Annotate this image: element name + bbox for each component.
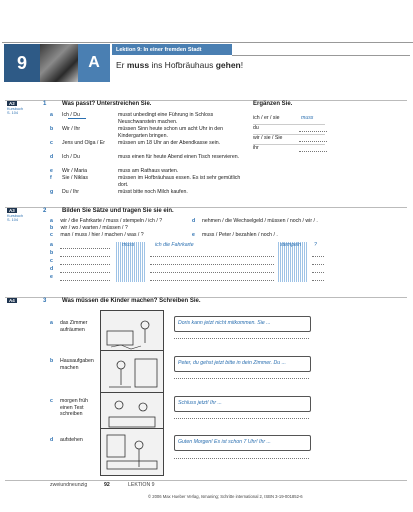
ex3-instruction: Was müssen die Kinder machen? Schreiben Sie.	[62, 298, 201, 304]
ex1-letter-g: g	[50, 189, 54, 195]
ex2-grid-blank-e1[interactable]	[60, 280, 110, 281]
ex3-answer-a[interactable]	[174, 316, 311, 332]
ex3-answer-a-text: Doris kann jetzt nicht mitkommen. Sie ...	[178, 320, 271, 326]
ex3-answer-b[interactable]	[174, 356, 311, 372]
ex1-number: 1	[43, 101, 47, 107]
ex3-label-b: Hausaufgaben machen	[60, 358, 94, 371]
ex2-grid-row-a	[50, 242, 325, 250]
ex2-item-c	[50, 232, 200, 239]
ex1-conjugation-table	[253, 115, 325, 154]
ex1-table-row-0	[253, 115, 325, 125]
footer-lesson: LEKTION 9	[128, 482, 155, 488]
ex1-text-e: muss am Rathaus warten.	[118, 168, 179, 174]
ex1-text-g: müsst bitte noch Milch kaufen.	[118, 189, 188, 195]
section-box: A	[78, 44, 110, 82]
ex2-grid-letter-a: a	[50, 242, 53, 248]
ex2-sample-end: stempeln	[280, 242, 302, 248]
ex3-letter-d: d	[50, 437, 54, 443]
ex3-answer-d[interactable]	[174, 435, 311, 451]
lesson-label: Lektion 9: In einer fremden Stadt	[112, 44, 232, 55]
ex2-grid-row-b	[50, 250, 325, 258]
ex2-tag: A3	[9, 208, 15, 213]
ex1-tag: A2	[9, 101, 15, 106]
ex3-letter-a: a	[50, 320, 53, 326]
ex2-letter-c: c	[50, 232, 53, 238]
ex1-subj-c[interactable]: Jens und Olga / Er	[62, 140, 105, 146]
ex3-label-c: morgen früh einen Test schreiben	[60, 398, 88, 417]
ex1-blank-2[interactable]	[299, 141, 327, 142]
ex1-text-b: müssen Sinn heute schon um acht Uhr in den Kindergarten bringen.	[118, 126, 223, 139]
ex2-grid-blank-b1[interactable]	[60, 256, 110, 257]
footer-page-number: 92	[104, 482, 110, 488]
ex1-right-instruction: Ergänzen Sie.	[253, 101, 293, 107]
ex1-pron-2: wir / sie / Sie	[253, 135, 283, 141]
ex3-picture-b	[100, 350, 164, 394]
ex1-subj-g[interactable]: Du / Ihr	[62, 189, 80, 195]
ex1-pron-0: ich / er / sie	[253, 115, 280, 121]
footer-rule	[5, 480, 407, 481]
ex3-letter-c: c	[50, 398, 53, 404]
ex1-text-c: müssen um 18 Uhr an der Abendkasse sein.	[118, 140, 221, 146]
ex2-letter-e: e	[192, 232, 195, 238]
ex3-tag: A4	[9, 298, 15, 303]
ex2-sample-object: ich die Fahrkarte	[155, 242, 194, 248]
ex2-text-e: muss / Peter / bezahlen / noch / .	[202, 232, 278, 238]
ex2-tag-sub: Kursbuch S. 104	[7, 214, 24, 223]
ex3-answer-c[interactable]	[174, 396, 311, 412]
ex2-text-c: man / muss / hier / machen / was / ?	[60, 232, 144, 238]
ex1-table-row-1	[253, 125, 325, 135]
ex2-grid-blank-c1[interactable]	[60, 264, 110, 265]
ex3-answer-b-text: Peter, du gehst jetzt bitte in dein Zimmer. Du ...	[178, 360, 286, 366]
ex3-line-d[interactable]	[174, 458, 309, 459]
ex3-answer-d-text: Guten Morgen! Es ist schon 7 Uhr! Ihr ...	[178, 439, 271, 445]
ex2-grid	[50, 242, 325, 282]
ex1-subj-d[interactable]: Ich / Du	[62, 154, 80, 160]
ex2-grid-blank-d1[interactable]	[60, 272, 110, 273]
page-title: Er muss ins Hofbräuhaus gehen!	[116, 60, 244, 70]
lesson-label-line	[232, 55, 410, 56]
ex1-letter-b: b	[50, 126, 54, 132]
ex2-grid-row-e	[50, 274, 325, 282]
ex2-grid-blank-a1[interactable]	[60, 248, 110, 249]
ex2-text-d: nehmen / die Wechselgeld / müssen / noch / wir / .	[202, 218, 318, 224]
ex3-answer-c-text: Schluss jetzt! Ihr ...	[178, 400, 222, 406]
ex2-grid-row-c	[50, 258, 325, 266]
ex2-grid-letter-e: e	[50, 274, 53, 280]
ex1-letter-c: c	[50, 140, 53, 146]
ex2-letter-a: a	[50, 218, 53, 224]
ex2-instruction: Bilden Sie Sätze und tragen Sie sie ein.	[62, 208, 174, 214]
ex2-text-a: wir / die Fahrkarte / muss / stempeln / ich / ?	[60, 218, 163, 224]
ex1-letter-e: e	[50, 168, 53, 174]
ex3-picture-a	[100, 310, 164, 354]
ex2-item-b	[50, 225, 200, 232]
ex1-pron-1: du	[253, 125, 259, 131]
ex1-text-a: musst unbedingt eine Führung in Schloss Neuschwanstein machen.	[118, 112, 214, 125]
ex2-grid-letter-c: c	[50, 258, 53, 264]
ex2-letter-d: d	[192, 218, 196, 224]
ex2-grid-blank-d3[interactable]	[312, 272, 324, 273]
ex2-grid-blank-b3[interactable]	[312, 256, 324, 257]
ex2-grid-blank-c3[interactable]	[312, 264, 324, 265]
ex2-sample-punct: ?	[314, 242, 317, 248]
ex1-letter-a: a	[50, 112, 53, 118]
ex2-item-a	[50, 218, 200, 225]
ex1-val-0: muss	[301, 115, 314, 121]
ex1-table-row-3	[253, 145, 325, 154]
ex1-subj-e[interactable]: Wir / Maria	[62, 168, 88, 174]
ex3-label-a: das Zimmer aufräumen	[60, 320, 88, 333]
ex1-blank-1[interactable]	[299, 131, 327, 132]
ex3-label-d: aufstehen	[60, 437, 83, 443]
footer-copyright: © 2006 Max Hueber Verlag, Ismaning; Schritte international 2, ISBN 3-19-001852-6	[148, 494, 303, 499]
ex2-number: 2	[43, 208, 47, 214]
ex3-number: 3	[43, 298, 47, 304]
ex1-pron-3: ihr	[253, 145, 259, 151]
ex1-subj-f[interactable]: Sie / Niklas	[62, 175, 88, 181]
ex2-grid-blank-c2[interactable]	[150, 264, 274, 265]
ex2-grid-blank-e2[interactable]	[150, 280, 274, 281]
ex1-subj-a[interactable]: Ich / Du	[62, 112, 80, 118]
ex3-line-c[interactable]	[174, 418, 309, 419]
ex2-letter-b: b	[50, 225, 54, 231]
ex2-grid-blank-e3[interactable]	[312, 280, 324, 281]
ex1-letter-f: f	[50, 175, 52, 181]
footer-page-word: zweiundneunzig	[50, 482, 88, 488]
ex3-letter-b: b	[50, 358, 54, 364]
ex1-instruction: Was passt? Unterstreichen Sie.	[62, 101, 152, 107]
ex2-grid-letter-b: b	[50, 250, 54, 256]
ex3-picture-d	[100, 428, 164, 476]
ex1-subj-b[interactable]: Wir / Ihr	[62, 126, 81, 132]
ex2-grid-row-d	[50, 266, 325, 274]
ex1-blank-3[interactable]	[299, 151, 327, 152]
chapter-box: 9	[4, 44, 40, 82]
ex1-letter-d: d	[50, 154, 54, 160]
ex1-table-row-2	[253, 135, 325, 145]
ex1-text-f: müssen im Hofbräuhaus essen. Es ist sehr gemütlich dort.	[118, 175, 241, 188]
ex2-sample-verb: muss	[122, 242, 135, 248]
ex2-grid-blank-d2[interactable]	[150, 272, 274, 273]
ex1-tag-sub: Kursbuch S. 104	[7, 107, 24, 116]
ex1-text-d: muss einen für heute Abend einen Tisch reservieren.	[118, 154, 240, 160]
ex3-line-b[interactable]	[174, 378, 309, 379]
header-photo	[40, 44, 78, 82]
ex3-line-a[interactable]	[174, 338, 309, 339]
ex1-underline-a	[68, 118, 86, 119]
ex2-grid-letter-d: d	[50, 266, 54, 272]
ex2-text-b: wir / wo / warten / müssen / ?	[60, 225, 128, 231]
ex2-grid-blank-b2[interactable]	[150, 256, 274, 257]
